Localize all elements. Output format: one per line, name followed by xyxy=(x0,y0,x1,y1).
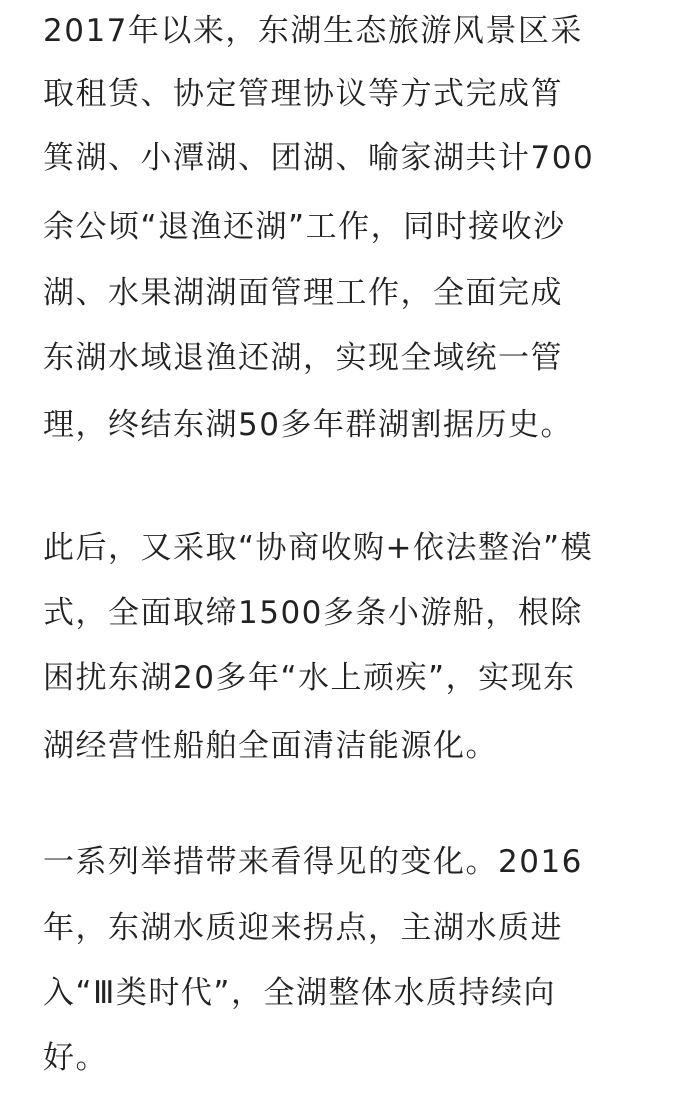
text-line: 一系列举措带来看得见的变化。2016 xyxy=(43,844,583,880)
text-line: 年，东湖水质迎来拐点，主湖水质进 xyxy=(43,910,563,946)
text-line: 箕湖、小潭湖、团湖、喻家湖共计700 xyxy=(43,140,595,176)
text-line: 2017年以来，东湖生态旅游风景区采 xyxy=(43,13,583,49)
text-line: 湖经营性船舶全面清洁能源化。 xyxy=(43,728,498,764)
text-line: 此后，又采取“协商收购+依法整治”模 xyxy=(43,530,594,566)
text-line: 取租赁、协定管理协议等方式完成筲 xyxy=(43,76,563,112)
text-line: 好。 xyxy=(43,1040,108,1076)
text-line: 困扰东湖20多年“水上顽疾”，实现东 xyxy=(43,660,576,696)
text-line: 入“Ⅲ类时代”，全湖整体水质持续向 xyxy=(43,975,556,1011)
text-line: 式，全面取缔1500多条小游船，根除 xyxy=(43,595,583,631)
text-line: 理，终结东湖50多年群湖割据历史。 xyxy=(43,407,573,443)
text-line: 东湖水域退渔还湖，实现全域统一管 xyxy=(43,340,563,376)
text-line: 余公顷“退渔还湖”工作，同时接收沙 xyxy=(43,209,566,245)
text-line: 湖、水果湖湖面管理工作，全面完成 xyxy=(43,275,563,311)
